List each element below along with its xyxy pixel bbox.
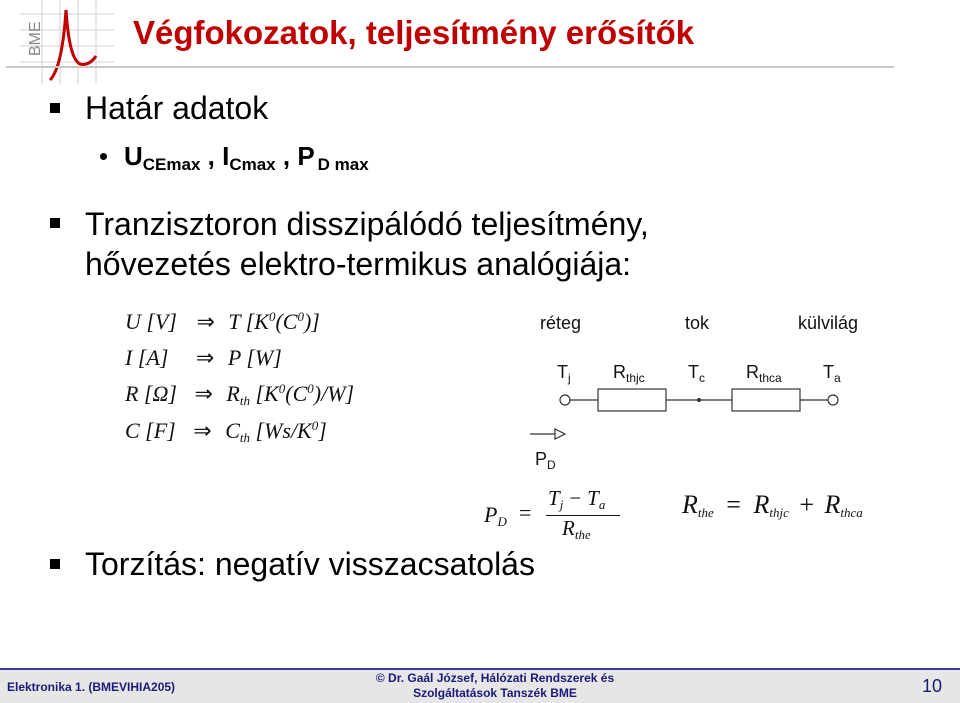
label-tj: $T_j$ [557,362,571,385]
footer-course: Elektronika 1. (BMEVIHIA205) [7,680,176,694]
formula-pd: $P_D$ = $T_j - T_a$ $R_{the}$ [484,488,624,538]
pd-sub: D [497,514,507,529]
bullet-limits-heading: Határ adatok [85,90,269,126]
minus-sign: − [569,486,582,510]
analogy-right: [K [250,381,279,406]
analogy-right: T [K [228,309,269,334]
analogy-left: I [A] [125,345,169,370]
pd-symbol: P [484,502,498,527]
degree-sup: 0 [311,418,319,433]
bme-logo [20,0,114,84]
page-number: 10 [921,676,942,696]
analogy-right: P [W] [227,345,282,370]
analogy-row-capacitance [125,418,327,446]
label-ta: $T_a$ [823,362,841,385]
bullet-distortion: Torzítás: negatív visszacsatolás [85,546,535,582]
analogy-row-current [125,345,282,371]
header-ambient: külvilág [798,313,859,333]
equals-sign: = [519,500,532,525]
bullet-dissipation-line2: hővezetés elektro-termikus analógiája: [85,246,632,282]
pd-arrow-head [555,429,565,439]
analogy-row-voltage [125,309,320,335]
degree-sup: 0 [307,381,314,396]
analogy-left: R [Ω] [125,381,177,406]
degree-sup: 0 [297,309,304,324]
bullet-marker [50,559,60,569]
bullet-dissipation-line1: Tranzisztoron disszipálódó teljesítmény, [85,206,649,242]
p-subscript: D max [317,155,369,174]
analogy-left: C [F] [125,418,176,443]
node-ta [828,395,838,405]
equals-sign: = [726,490,741,519]
analogy-row-resistance [125,381,354,409]
rthca-symbol: R [824,490,841,519]
sub-bullet-marker [100,153,107,160]
th-sub: th [239,393,250,408]
label-tc: $T_c$ [688,362,705,385]
p-symbol: P [297,141,315,171]
ta-symbol: T [587,486,599,510]
label-rthca: $R_{thca}$ [746,362,782,385]
analogy-right: )/W] [313,381,355,406]
resistor-rthca [732,389,800,411]
header-layer: réteg [540,313,582,333]
implies-arrow: ⇒ [196,309,215,334]
analogy-right: (C [285,381,308,406]
title-rule [6,66,894,68]
separator: , [200,141,223,171]
bullet-marker [50,218,60,228]
bullet-marker [50,103,60,113]
analogy-right: [Ws/K [250,418,312,443]
footer-copyright-line1: © Dr. Gaál József, Hálózati Rendszerek és [375,671,615,685]
analogy-right: R [226,381,240,406]
i-symbol: I [222,141,230,171]
footer-copyright-line2: Szolgáltatások Tanszék BME [413,686,577,700]
implies-arrow: ⇒ [195,345,215,370]
separator: , [275,141,298,171]
analogy-right: )] [303,309,320,334]
header-case: tok [685,313,710,333]
limit-values [124,141,369,175]
tj-symbol: T [548,486,560,510]
analogy-right: C [225,418,240,443]
rthe-symbol: R [682,490,698,519]
label-pd: $P_D$ [535,449,556,472]
node-tj [560,395,570,405]
th-sub: th [239,430,250,445]
plus-sign: + [799,490,815,519]
u-symbol: U [124,141,143,171]
degree-sup: 0 [268,309,276,324]
analogy-left: U [V] [125,309,177,334]
node-tc [697,398,701,402]
rthe-symbol: R [562,516,575,540]
label-rthjc: $R_{thjc}$ [613,362,645,385]
formula-rthe: $R_{the} = R_{thjc} + R_{thca}$ [682,490,863,520]
analogy-right: ] [318,418,327,443]
degree-sup: 0 [278,381,286,396]
thermal-circuit [525,385,855,445]
footer [0,668,960,703]
logo-text: BME [27,21,44,56]
analogy-right: (C [275,309,298,334]
rthjc-symbol: R [753,490,770,519]
i-subscript: Cmax [229,155,276,174]
implies-arrow: ⇒ [194,381,213,406]
resistor-rthjc [598,389,666,411]
u-subscript: CEmax [142,155,201,174]
implies-arrow: ⇒ [193,418,212,443]
page-title: Végfokozatok, teljesítmény erősítők [133,14,695,51]
footer-copyright [360,671,630,701]
